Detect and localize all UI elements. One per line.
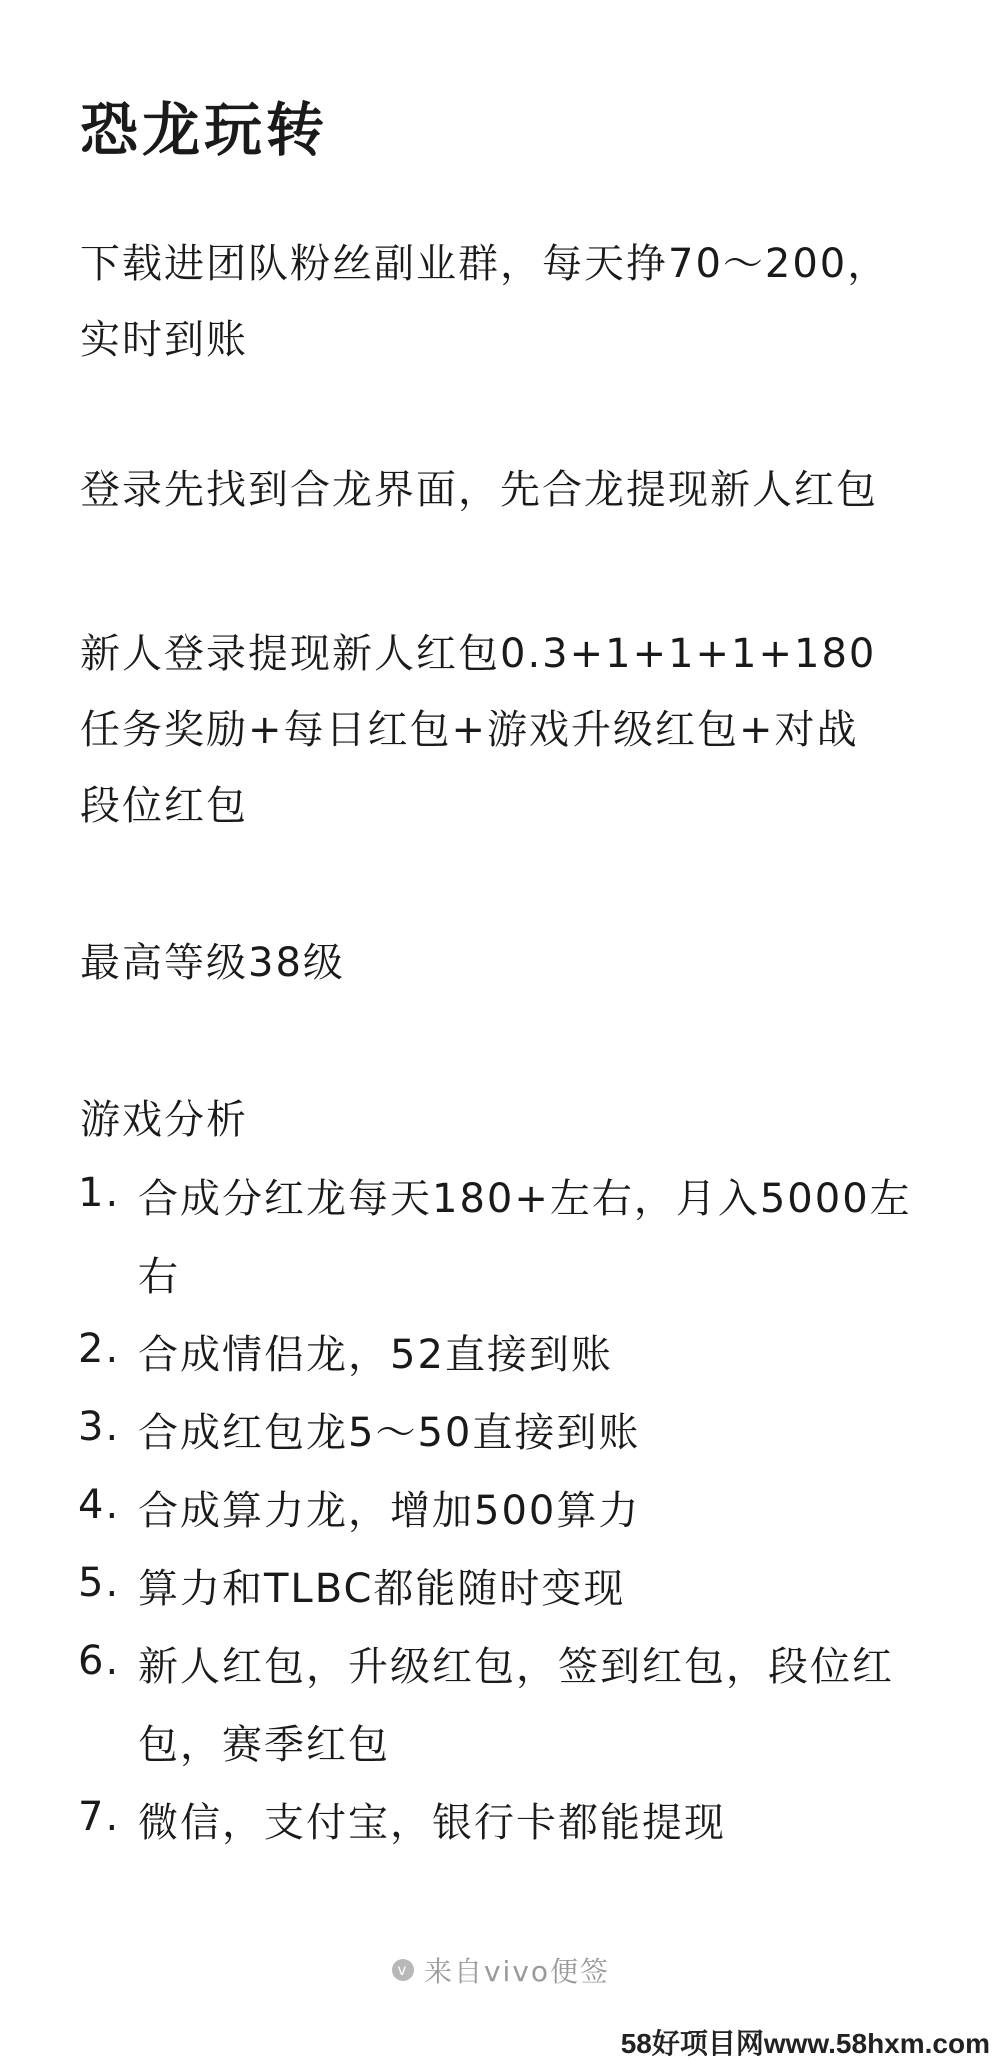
list-item bbox=[78, 1394, 938, 1472]
intro-line-2: 实时到账 bbox=[80, 317, 248, 363]
list-item-number: 4. bbox=[78, 1482, 121, 1528]
analysis-list bbox=[78, 1160, 938, 1862]
list-item bbox=[78, 1160, 938, 1316]
list-item-text: 合成情侣龙，52直接到账 bbox=[138, 1332, 613, 1378]
analysis-heading-text: 游戏分析 bbox=[80, 1097, 248, 1143]
rewards-paragraph bbox=[80, 616, 940, 844]
intro-paragraph bbox=[80, 226, 940, 378]
list-item-number: 1. bbox=[78, 1170, 121, 1216]
list-item-number: 7. bbox=[78, 1794, 121, 1840]
list-item bbox=[78, 1784, 938, 1862]
list-item bbox=[78, 1472, 938, 1550]
list-item-text-continued: 包，赛季红包 bbox=[138, 1722, 390, 1768]
login-line: 登录先找到合龙界面，先合龙提现新人红包 bbox=[80, 467, 878, 513]
list-item-text: 合成红包龙5～50直接到账 bbox=[138, 1410, 641, 1456]
list-item-text: 算力和TLBC都能随时变现 bbox=[138, 1566, 626, 1612]
login-paragraph bbox=[80, 452, 940, 528]
list-item bbox=[78, 1316, 938, 1394]
source-footer bbox=[0, 1950, 1002, 1990]
list-item-number: 2. bbox=[78, 1326, 121, 1372]
max-level-line: 最高等级38级 bbox=[80, 940, 345, 986]
list-item-text: 微信，支付宝，银行卡都能提现 bbox=[138, 1800, 726, 1846]
note-title: 恐龙玩转 bbox=[80, 96, 329, 164]
site-watermark: 58好项目网www.58hxm.com bbox=[620, 2028, 990, 2059]
list-item-number: 6. bbox=[78, 1638, 121, 1684]
rewards-line-2: 任务奖励+每日红包+游戏升级红包+对战 bbox=[80, 707, 859, 753]
max-level-paragraph bbox=[80, 925, 940, 1001]
list-item-text: 合成算力龙，增加500算力 bbox=[138, 1488, 641, 1534]
rewards-line-1: 新人登录提现新人红包0.3+1+1+1+180 bbox=[80, 631, 877, 677]
list-item-text: 新人红包，升级红包，签到红包，段位红 bbox=[138, 1644, 894, 1690]
list-item-number: 3. bbox=[78, 1404, 121, 1450]
source-label: 来自vivo便签 bbox=[423, 1955, 611, 1988]
vivo-icon: v bbox=[392, 1959, 414, 1981]
list-item bbox=[78, 1628, 938, 1784]
list-item-number: 5. bbox=[78, 1560, 121, 1606]
list-item bbox=[78, 1550, 938, 1628]
list-item-text: 合成分红龙每天180+左右，月入5000左右 bbox=[138, 1176, 912, 1300]
intro-line-1: 下载进团队粉丝副业群，每天挣70～200， bbox=[80, 241, 890, 287]
rewards-line-3: 段位红包 bbox=[80, 783, 248, 829]
analysis-heading bbox=[80, 1082, 940, 1158]
